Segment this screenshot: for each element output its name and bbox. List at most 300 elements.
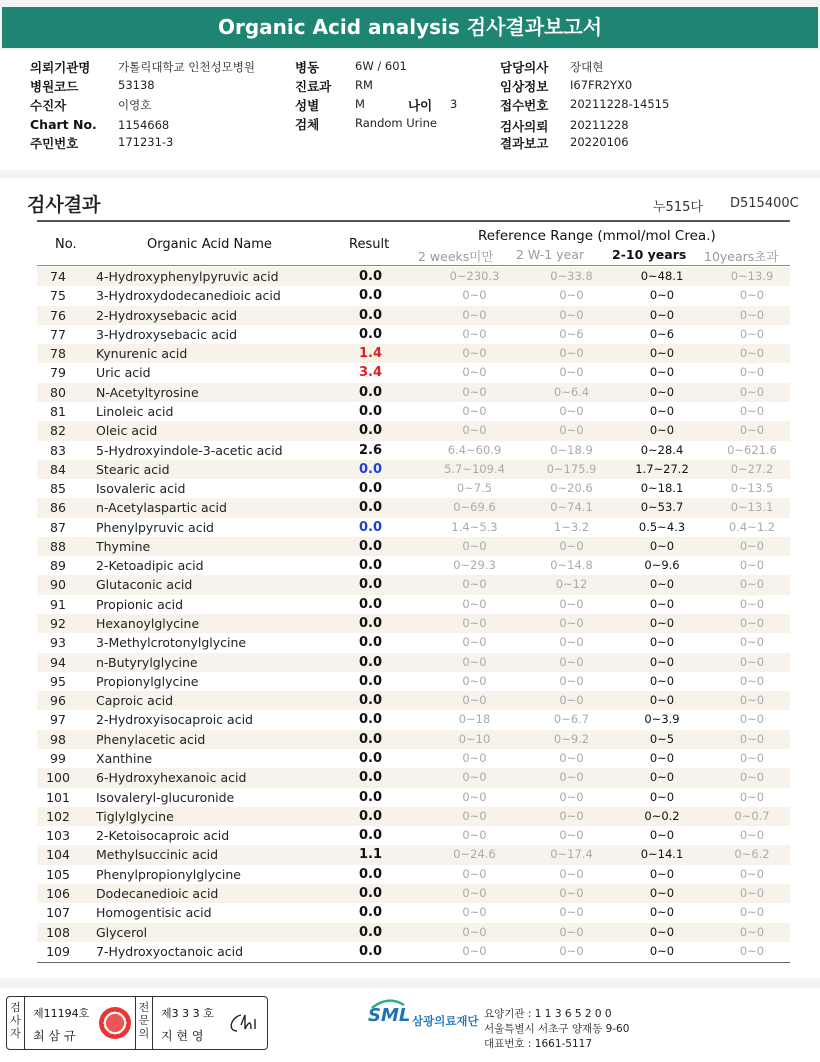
- info-label: 의뢰기관명: [30, 60, 91, 75]
- result-value: 0.0: [359, 461, 383, 477]
- table-row: [37, 903, 790, 922]
- acid-name: 6-Hydroxyhexanoic acid: [96, 770, 247, 786]
- col-header-result: Result: [349, 237, 390, 252]
- row-number: 85: [50, 481, 66, 497]
- signature-box: [6, 996, 268, 1050]
- ref-10y: 0~0: [739, 403, 765, 418]
- ref-2-10y: 0~0: [649, 751, 675, 765]
- acid-name: Isovaleric acid: [96, 481, 186, 497]
- ref-2w-1y: 0~12: [555, 577, 588, 592]
- acid-name: Phenylacetic acid: [96, 731, 206, 747]
- ref-2weeks: 0~230.3: [449, 269, 500, 283]
- ref-2w-1y: 0~0: [559, 905, 584, 920]
- table-row: [37, 460, 790, 479]
- ref-2weeks: 0~0: [462, 403, 487, 418]
- info-label: 검체: [295, 117, 320, 132]
- table-row: [37, 498, 790, 517]
- ref-2-10y: 0~0: [649, 885, 675, 900]
- row-number: 98: [50, 731, 66, 747]
- ref-2weeks: 0~0: [462, 577, 487, 592]
- row-number: 79: [50, 365, 66, 381]
- result-value: 1.1: [359, 847, 383, 863]
- info-label: 성별: [295, 98, 320, 113]
- info-label: 결과보고: [500, 136, 549, 151]
- ref-2weeks: 0~0: [462, 770, 487, 785]
- row-number: 107: [46, 905, 70, 921]
- ref-2weeks: 0~0: [462, 924, 487, 939]
- ref-2weeks: 0~0: [462, 596, 487, 611]
- footer: [0, 988, 820, 1062]
- col-header-name: Organic Acid Name: [147, 237, 272, 252]
- ref-10y: 0~0: [739, 885, 765, 900]
- sub-header-10y: 10years초과: [704, 249, 779, 264]
- acid-name: Hexanoylglycine: [96, 616, 200, 632]
- acid-name: Glycerol: [96, 924, 148, 940]
- ref-10y: 0~0: [739, 365, 765, 380]
- ref-2w-1y: 0~0: [559, 808, 584, 823]
- row-number: 88: [50, 538, 66, 554]
- row-number: 84: [50, 461, 66, 477]
- info-label: Chart No.: [30, 117, 97, 132]
- signature-icon: [225, 1011, 261, 1037]
- info-value: 20220106: [570, 135, 629, 149]
- ref-2weeks: 0~0: [462, 288, 487, 303]
- ref-2w-1y: 0~0: [559, 885, 584, 900]
- table-row: [37, 383, 790, 402]
- ref-2-10y: 0~0: [649, 654, 675, 669]
- info-label: 수진자: [30, 98, 67, 113]
- ref-2-10y: 0~0: [649, 346, 675, 361]
- signer2-name: 지 현 영: [161, 1029, 204, 1043]
- ref-2-10y: 0~5: [649, 731, 675, 746]
- info-value: 1154668: [118, 118, 170, 132]
- ref-10y: 0.4~1.2: [728, 519, 776, 534]
- info-value: RM: [355, 78, 373, 92]
- ref-2w-1y: 0~9.2: [553, 731, 590, 746]
- table-row: [37, 884, 790, 903]
- ref-2w-1y: 0~175.9: [546, 461, 597, 476]
- ref-2weeks: 0~0: [462, 866, 487, 881]
- table-row: [37, 363, 790, 382]
- row-number: 95: [50, 673, 66, 689]
- ref-10y: 0~13.1: [730, 500, 774, 515]
- result-value: 0.0: [359, 789, 383, 805]
- ref-2weeks: 0~24.6: [453, 847, 496, 862]
- ref-2weeks: 0~0: [462, 789, 487, 804]
- info-value: 20211228-14515: [570, 97, 670, 111]
- info-label: 진료과: [295, 79, 332, 94]
- info-value: I67FR2YX0: [570, 78, 633, 92]
- ref-10y: 0~0: [739, 346, 765, 361]
- ref-2-10y: 0~9.6: [644, 558, 680, 573]
- ref-2-10y: 0~0: [649, 403, 675, 418]
- ref-2w-1y: 0~0: [559, 288, 584, 303]
- ref-2-10y: 0~0: [649, 538, 675, 553]
- info-value: M: [355, 97, 365, 111]
- info-label: 나이: [408, 98, 433, 113]
- info-label: 병원코드: [30, 79, 79, 94]
- ref-2w-1y: 0~0: [559, 403, 584, 418]
- ref-10y: 0~0: [739, 731, 765, 746]
- ref-2weeks: 0~10: [458, 731, 491, 746]
- logo-swoosh-icon: [370, 999, 406, 1009]
- ref-2w-1y: 0~18.9: [550, 442, 593, 457]
- results-section: [0, 178, 820, 978]
- logo-text: SML: [368, 1005, 411, 1026]
- ref-2-10y: 0~0: [649, 616, 675, 631]
- row-number: 76: [50, 307, 66, 323]
- result-value: 0.0: [359, 577, 383, 593]
- ref-2weeks: 0~0: [462, 365, 487, 380]
- acid-name: n-Butyrylglycine: [96, 654, 198, 670]
- ref-2-10y: 1.7~27.2: [635, 461, 689, 476]
- table-row: [37, 749, 790, 768]
- row-number: 86: [50, 500, 66, 516]
- ref-2w-1y: 0~0: [559, 673, 584, 688]
- info-value: Random Urine: [355, 116, 437, 130]
- ref-10y: 0~0: [739, 538, 765, 553]
- table-row: [37, 575, 790, 594]
- ref-2-10y: 0~0: [649, 693, 675, 708]
- result-value: 0.0: [359, 269, 383, 284]
- result-value: 0.0: [359, 808, 383, 824]
- signer2-label: 전문의: [135, 997, 153, 1049]
- row-number: 93: [50, 635, 66, 651]
- row-number: 103: [46, 828, 70, 844]
- info-value: 20211228: [570, 118, 629, 132]
- ref-10y: 0~621.6: [727, 442, 777, 457]
- table-row: [37, 556, 790, 575]
- info-value: 6W / 601: [355, 59, 407, 73]
- result-value: 0.0: [359, 481, 383, 497]
- ref-2-10y: 0~0: [649, 423, 675, 438]
- facility-code: 요양기관 : 1 1 3 6 5 2 0 0: [484, 1008, 612, 1020]
- ref-10y: 0~0: [739, 654, 765, 669]
- result-value: 0.0: [359, 500, 383, 516]
- table-row: [37, 942, 790, 961]
- ref-2w-1y: 0~0: [559, 943, 584, 958]
- acid-name: 3-Hydroxydodecanedioic acid: [96, 288, 281, 304]
- seal-icon: [99, 1007, 131, 1039]
- ref-2-10y: 0~0: [649, 577, 675, 592]
- table-row: [37, 730, 790, 749]
- ref-2w-1y: 0~0: [559, 866, 584, 881]
- ref-2weeks: 0~0: [462, 307, 487, 322]
- ref-2w-1y: 0~14.8: [550, 558, 593, 573]
- ref-2-10y: 0~0: [649, 789, 675, 804]
- row-number: 109: [46, 943, 70, 959]
- ref-2weeks: 0~0: [462, 423, 487, 438]
- ref-2weeks: 0~0: [462, 693, 487, 708]
- ref-10y: 0~0: [739, 712, 765, 727]
- acid-name: Uric acid: [96, 365, 151, 381]
- info-label: 임상정보: [500, 79, 549, 94]
- result-value: 0.0: [359, 693, 383, 709]
- ref-2-10y: 0~48.1: [640, 269, 684, 283]
- acid-name: Thymine: [96, 538, 151, 554]
- table-row: [37, 768, 790, 787]
- col-header-reference: Reference Range (mmol/mol Crea.): [478, 228, 716, 244]
- info-label: 주민번호: [30, 136, 79, 151]
- ref-2weeks: 0~0: [462, 326, 487, 341]
- row-number: 90: [50, 577, 66, 593]
- ref-10y: 0~13.9: [730, 269, 774, 283]
- acid-name: Phenylpropionylglycine: [96, 866, 242, 882]
- ref-2-10y: 0.5~4.3: [638, 519, 686, 534]
- result-value: 3.4: [359, 365, 383, 381]
- ref-2weeks: 6.4~60.9: [447, 442, 502, 457]
- ref-2weeks: 0~0: [462, 538, 487, 553]
- ref-10y: 0~13.5: [730, 481, 774, 496]
- acid-name: Xanthine: [96, 751, 153, 766]
- ref-2w-1y: 0~0: [559, 538, 584, 553]
- ref-2-10y: 0~18.1: [640, 481, 684, 496]
- row-number: 77: [50, 326, 66, 342]
- ref-10y: 0~0: [739, 751, 765, 765]
- ref-2-10y: 0~0: [649, 905, 675, 920]
- row-number: 101: [46, 789, 70, 805]
- ref-2weeks: 0~0: [462, 905, 487, 920]
- ref-2-10y: 0~6: [649, 326, 675, 341]
- table-row: [37, 710, 790, 729]
- table-row: [37, 923, 790, 942]
- table-row: [37, 344, 790, 363]
- table-row: [37, 845, 790, 864]
- ref-2-10y: 0~28.4: [640, 442, 684, 457]
- report-code-2: D515400C: [730, 196, 799, 211]
- ref-2w-1y: 0~0: [559, 789, 584, 804]
- ref-2weeks: 0~69.6: [453, 500, 496, 515]
- ref-2-10y: 0~0: [649, 828, 675, 843]
- ref-2w-1y: 0~6: [559, 326, 584, 341]
- ref-10y: 0~0: [739, 828, 765, 843]
- ref-2-10y: 0~0.2: [644, 808, 680, 823]
- ref-2weeks: 0~7.5: [456, 481, 493, 496]
- result-value: 0.0: [359, 654, 383, 670]
- logo-org-name: 삼광의료재단: [412, 1014, 479, 1028]
- table-row: [37, 537, 790, 556]
- section-title: 검사결과: [27, 194, 101, 216]
- table-row: [37, 807, 790, 826]
- table-row: [37, 306, 790, 325]
- info-value: 53138: [118, 78, 155, 92]
- table-row: [37, 672, 790, 691]
- table-row: [37, 421, 790, 440]
- table-row: [37, 267, 790, 286]
- ref-2weeks: 0~0: [462, 808, 487, 823]
- signer1-label: 검사자: [7, 997, 25, 1049]
- table-row: [37, 614, 790, 633]
- result-value: 0.0: [359, 326, 383, 342]
- ref-2-10y: 0~53.7: [640, 500, 684, 515]
- ref-10y: 0~0: [739, 905, 765, 920]
- ref-2-10y: 0~0: [649, 770, 675, 785]
- ref-2w-1y: 0~0: [559, 654, 584, 669]
- result-value: 0.0: [359, 635, 383, 651]
- ref-2weeks: 0~0: [462, 616, 487, 631]
- result-value: 0.0: [359, 403, 383, 419]
- ref-2w-1y: 0~0: [559, 596, 584, 611]
- row-number: 94: [50, 654, 66, 670]
- acid-name: Linoleic acid: [96, 403, 174, 419]
- info-value: 이영호: [118, 98, 152, 112]
- ref-2weeks: 0~0: [462, 346, 487, 361]
- row-number: 74: [50, 269, 66, 284]
- ref-2-10y: 0~0: [649, 635, 675, 650]
- acid-name: 3-Hydroxysebacic acid: [96, 326, 238, 342]
- info-label: 담당의사: [500, 60, 549, 75]
- ref-2-10y: 0~0: [649, 924, 675, 939]
- header-bottom-rule: [37, 265, 790, 266]
- table-row: [37, 286, 790, 305]
- row-number: 91: [50, 596, 66, 612]
- row-number: 80: [50, 384, 66, 400]
- acid-name: 3-Methylcrotonylglycine: [96, 635, 247, 651]
- result-value: 0.0: [359, 712, 383, 728]
- sub-header-2weeks: 2 weeks미만: [418, 249, 494, 264]
- table-row: [37, 826, 790, 845]
- ref-2-10y: 0~0: [649, 288, 675, 303]
- ref-2weeks: 0~0: [462, 654, 487, 669]
- row-number: 82: [50, 423, 66, 439]
- ref-10y: 0~0: [739, 924, 765, 939]
- info-value: 171231-3: [118, 135, 174, 149]
- ref-10y: 0~0: [739, 307, 765, 322]
- acid-name: Stearic acid: [96, 461, 170, 477]
- result-value: 0.0: [359, 558, 383, 574]
- row-number: 99: [50, 751, 66, 766]
- ref-2w-1y: 0~0: [559, 924, 584, 939]
- ref-10y: 0~0: [739, 943, 765, 958]
- header-top-rule: [37, 220, 790, 222]
- ref-10y: 0~27.2: [730, 461, 774, 476]
- result-value: 0.0: [359, 538, 383, 554]
- ref-2-10y: 0~3.9: [644, 712, 680, 727]
- result-value: 0.0: [359, 905, 383, 921]
- ref-2w-1y: 0~0: [559, 635, 584, 650]
- row-number: 97: [50, 712, 66, 728]
- row-number: 78: [50, 346, 66, 362]
- result-value: 0.0: [359, 519, 383, 535]
- result-value: 0.0: [359, 616, 383, 632]
- info-label: 접수번호: [500, 98, 549, 113]
- acid-name: n-Acetylaspartic acid: [96, 500, 227, 516]
- table-row: [37, 441, 790, 460]
- ref-2-10y: 0~0: [649, 384, 675, 399]
- acid-name: Kynurenic acid: [96, 346, 188, 362]
- ref-10y: 0~0: [739, 866, 765, 881]
- ref-10y: 0~0: [739, 577, 765, 592]
- result-value: 0.0: [359, 596, 383, 612]
- row-number: 106: [46, 885, 70, 901]
- ref-2weeks: 0~0: [462, 828, 487, 843]
- acid-name: 2-Ketoadipic acid: [96, 558, 204, 574]
- table-row: [37, 633, 790, 652]
- row-number: 87: [50, 519, 66, 535]
- ref-2w-1y: 0~0: [559, 423, 584, 438]
- ref-2weeks: 0~0: [462, 384, 487, 399]
- acid-name: 7-Hydroxyoctanoic acid: [96, 943, 244, 959]
- table-row: [37, 691, 790, 710]
- table-row: [37, 788, 790, 807]
- row-number: 92: [50, 616, 66, 632]
- row-number: 102: [46, 808, 70, 824]
- info-value: 가톨릭대학교 인천성모병원: [118, 60, 255, 74]
- ref-10y: 0~0: [739, 558, 765, 573]
- acid-name: Propionic acid: [96, 596, 184, 612]
- ref-2w-1y: 0~6.4: [553, 384, 590, 399]
- table-row: [37, 402, 790, 421]
- result-value: 0.0: [359, 770, 383, 786]
- acid-name: Glutaconic acid: [96, 577, 193, 593]
- acid-name: 2-Ketoisocaproic acid: [96, 828, 230, 844]
- ref-2w-1y: 0~33.8: [550, 269, 593, 283]
- ref-2weeks: 0~0: [462, 673, 487, 688]
- info-label: 병동: [295, 60, 320, 75]
- acid-name: 2-Hydroxyisocaproic acid: [96, 712, 253, 728]
- sml-logo: [368, 1005, 479, 1028]
- sub-header-2-10y: 2-10 years: [612, 247, 687, 262]
- ref-2weeks: 0~0: [462, 943, 487, 958]
- row-number: 89: [50, 558, 66, 574]
- table-row: [37, 325, 790, 344]
- report-code-1: 누515다: [653, 200, 703, 215]
- result-value: 0.0: [359, 288, 383, 304]
- result-value: 1.4: [359, 346, 383, 362]
- acid-name: Caproic acid: [96, 693, 174, 709]
- acid-name: Dodecanedioic acid: [96, 885, 219, 901]
- acid-name: Isovaleryl-glucuronide: [96, 789, 235, 805]
- col-header-no: No.: [55, 237, 77, 252]
- ref-2-10y: 0~0: [649, 866, 675, 881]
- ref-2w-1y: 0~0: [559, 365, 584, 380]
- result-value: 0.0: [359, 885, 383, 901]
- ref-2weeks: 5.7~109.4: [444, 461, 505, 476]
- result-value: 0.0: [359, 307, 383, 323]
- acid-name: Methylsuccinic acid: [96, 847, 219, 863]
- acid-name: Propionylglycine: [96, 673, 199, 689]
- ref-10y: 0~0: [739, 384, 765, 399]
- row-number: 83: [50, 442, 66, 458]
- table-row: [37, 479, 790, 498]
- ref-2-10y: 0~0: [649, 365, 675, 380]
- result-value: 0.0: [359, 828, 383, 844]
- ref-10y: 0~0.7: [734, 808, 770, 823]
- ref-2w-1y: 0~0: [559, 693, 584, 708]
- ref-10y: 0~0: [739, 789, 765, 804]
- acid-name: 2-Hydroxysebacic acid: [96, 307, 238, 323]
- acid-name: Phenylpyruvic acid: [96, 519, 214, 535]
- report-title: Organic Acid analysis 검사결과보고서: [2, 7, 818, 48]
- ref-10y: 0~0: [739, 288, 765, 303]
- signer1-name: 최 삼 규: [33, 1029, 76, 1043]
- phone: 대표번호 : 1661-5117: [484, 1038, 593, 1050]
- table-row: [37, 518, 790, 537]
- ref-2w-1y: 0~20.6: [550, 481, 593, 496]
- ref-10y: 0~0: [739, 596, 765, 611]
- result-value: 0.0: [359, 866, 383, 882]
- ref-2w-1y: 0~74.1: [550, 500, 593, 515]
- acid-name: 4-Hydroxyphenylpyruvic acid: [96, 269, 279, 284]
- result-value: 0.0: [359, 423, 383, 439]
- ref-10y: 0~6.2: [734, 847, 770, 862]
- ref-2-10y: 0~0: [649, 943, 675, 958]
- ref-10y: 0~0: [739, 770, 765, 785]
- result-value: 0.0: [359, 384, 383, 400]
- ref-10y: 0~0: [739, 326, 765, 341]
- row-number: 105: [46, 866, 70, 882]
- sub-header-2w-1y: 2 W-1 year: [516, 247, 585, 262]
